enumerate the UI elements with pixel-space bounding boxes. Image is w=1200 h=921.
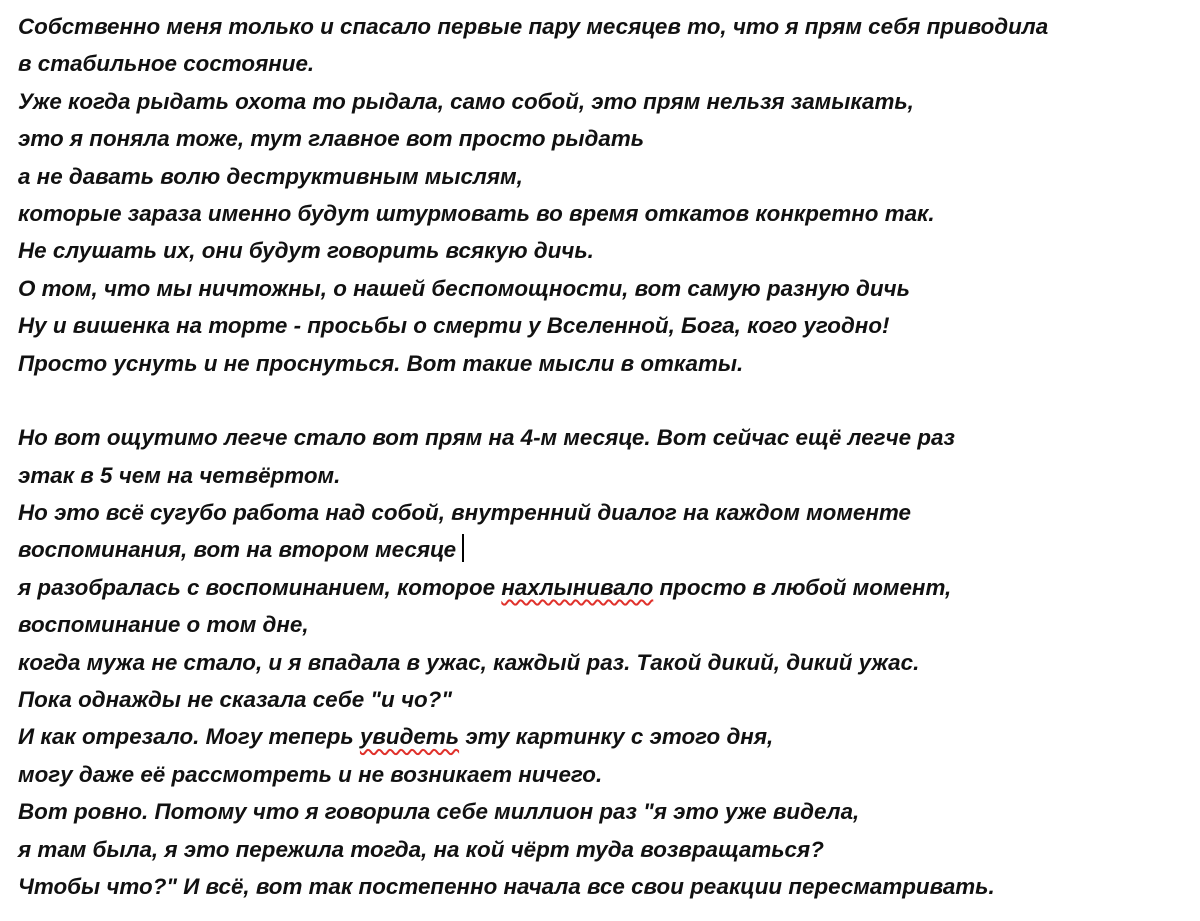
text-segment: Чтобы что?" И всё, вот так постепенно начала все свои реакции пересматривать. xyxy=(18,873,995,899)
text-segment: Просто уснуть и не проснуться. Вот такие мысли в откаты. xyxy=(18,350,744,376)
text-segment: Но вот ощутимо легче стало вот прям на 4-м месяце. Вот сейчас ещё легче раз xyxy=(18,425,955,451)
misspelled-word[interactable]: увидеть xyxy=(359,724,460,750)
text-segment: Пока однажды не сказала себе "и чо?" xyxy=(18,687,452,713)
text-line xyxy=(18,569,1198,606)
text-segment: Уже когда рыдать охота то рыдала, само собой, это прям нельзя замыкать, xyxy=(18,88,914,114)
text-segment: могу даже её рассмотреть и не возникает ничего. xyxy=(18,761,603,787)
text-segment: Вот ровно. Потому что я говорила себе миллион раз "я это уже видела, xyxy=(18,799,860,825)
text-segment: это я поняла тоже, тут главное вот просто рыдать xyxy=(18,126,645,152)
text-segment: Ну и вишенка на торте - просьбы о смерти у Вселенной, Бога, кого угодно! xyxy=(18,313,890,339)
text-line xyxy=(18,718,1198,755)
text-cursor-caret xyxy=(462,534,464,562)
text-segment: воспоминание о том дне, xyxy=(18,612,309,638)
text-line xyxy=(18,8,1198,45)
text-line xyxy=(18,644,1198,681)
text-line xyxy=(18,120,1198,157)
text-segment: а не давать волю деструктивным мыслям, xyxy=(18,163,523,189)
text-segment: Но это всё сугубо работа над собой, внутренний диалог на каждом моменте xyxy=(18,500,911,526)
text-line xyxy=(18,793,1198,830)
text-segment: О том, что мы ничтожны, о нашей беспомощности, вот самую разную дичь xyxy=(18,275,910,301)
text-line xyxy=(18,457,1198,494)
text-segment: этак в 5 чем на четвёртом. xyxy=(18,462,341,488)
text-line xyxy=(18,83,1198,120)
text-line xyxy=(18,756,1198,793)
text-segment: которые зараза именно будут штурмовать во время откатов конкретно так. xyxy=(18,200,935,226)
text-segment: когда мужа не стало, и я впадала в ужас, каждый раз. Такой дикий, дикий ужас. xyxy=(18,649,920,675)
text-segment: я разобралась с воспоминанием, которое xyxy=(18,574,502,600)
text-line xyxy=(18,45,1198,82)
text-segment: я там была, я это пережила тогда, на кой чёрт туда возвращаться? xyxy=(18,836,824,862)
text-segment: Не слушать их, они будут говорить всякую дичь. xyxy=(18,238,594,264)
text-document-body[interactable] xyxy=(18,8,1198,905)
misspelled-word[interactable]: нахлынивало xyxy=(501,574,654,600)
text-line xyxy=(18,419,1198,456)
text-line xyxy=(18,868,1198,905)
text-line xyxy=(18,232,1198,269)
text-segment: Собственно меня только и спасало первые пару месяцев то, что я прям себя приводила xyxy=(18,14,1049,39)
text-segment: И как отрезало. Могу теперь xyxy=(18,724,360,750)
text-line xyxy=(18,270,1198,307)
text-line xyxy=(18,681,1198,718)
text-segment: воспоминания, вот на втором месяце xyxy=(18,537,457,563)
text-line xyxy=(18,307,1198,344)
blank-line xyxy=(18,382,1198,419)
text-segment: в стабильное состояние. xyxy=(18,51,315,77)
text-segment: эту картинку с этого дня, xyxy=(459,724,774,750)
text-line xyxy=(18,531,1198,568)
text-line xyxy=(18,494,1198,531)
text-line xyxy=(18,345,1198,382)
text-line xyxy=(18,606,1198,643)
text-line xyxy=(18,158,1198,195)
text-line xyxy=(18,195,1198,232)
text-segment: просто в любой момент, xyxy=(653,574,952,600)
text-line xyxy=(18,831,1198,868)
